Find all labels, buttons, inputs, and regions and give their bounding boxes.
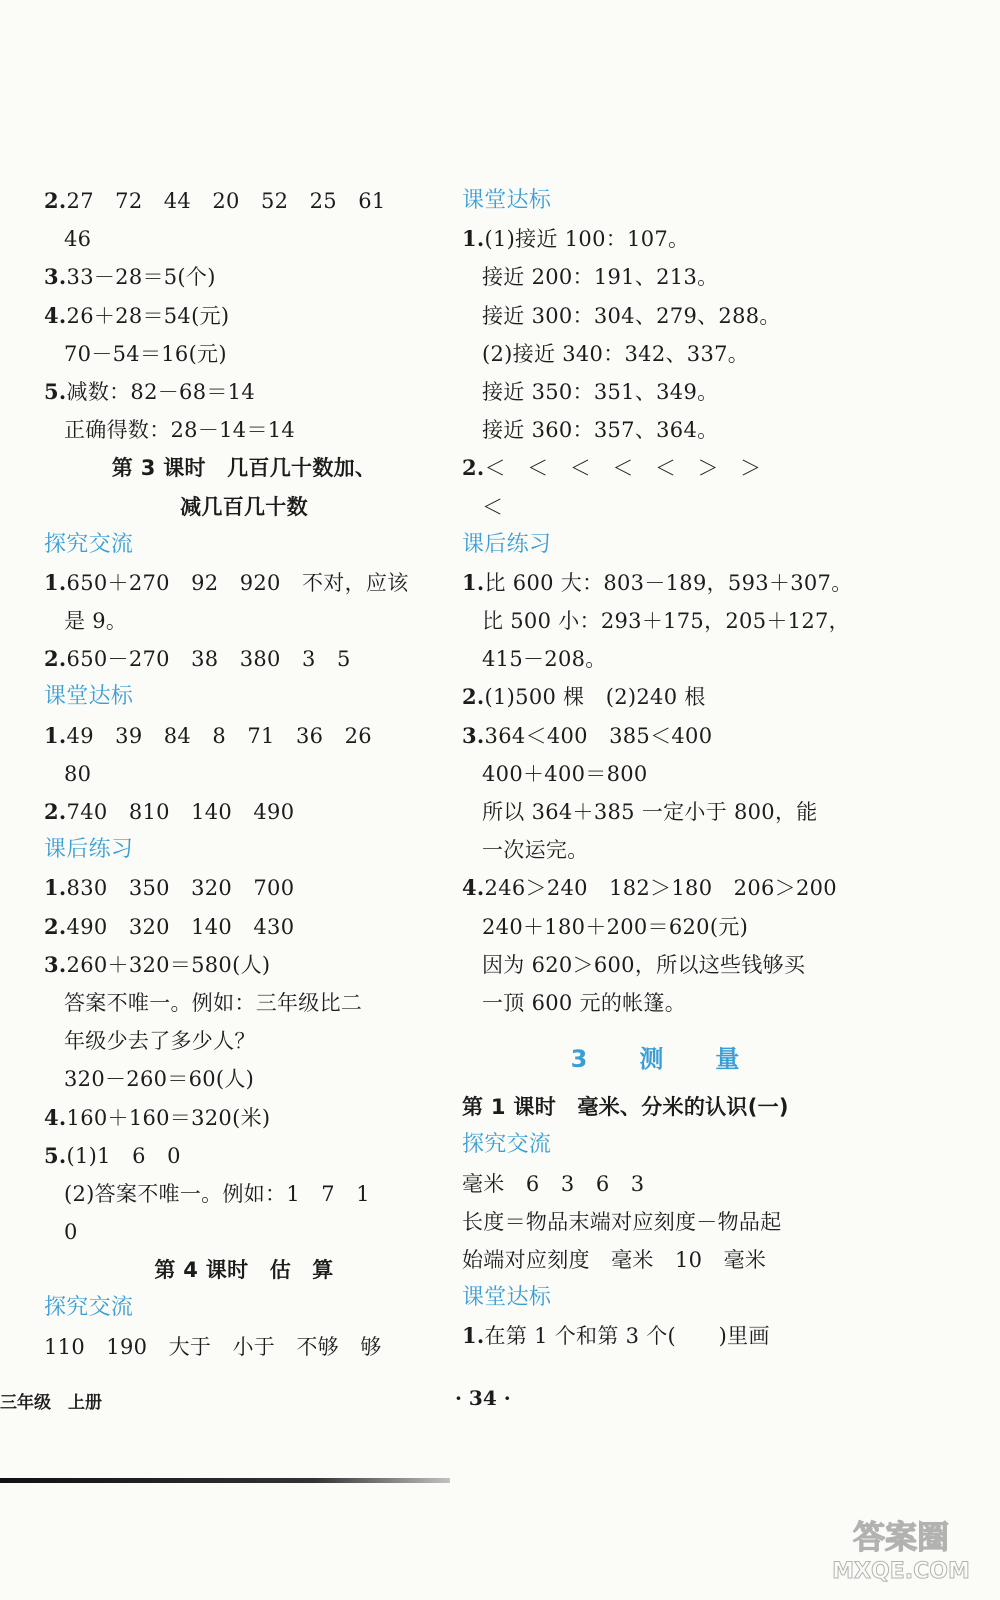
answer-line: [462, 908, 862, 946]
answer-line: [44, 946, 444, 984]
answer-line: [44, 1328, 444, 1366]
answer-text: 80: [64, 761, 92, 786]
section-heading: 课堂达标: [462, 1285, 552, 1311]
section-heading: 探究交流: [44, 531, 134, 557]
answer-text: 70－54＝16(元): [64, 341, 227, 366]
page-number: · 34 ·: [455, 1386, 511, 1410]
answer-line: [44, 1175, 444, 1213]
answer-text: 260＋320＝580(人): [66, 952, 271, 977]
section-heading: 探究交流: [44, 1295, 134, 1321]
question-number: 2.: [44, 646, 67, 672]
answer-text: 在第 1 个和第 3 个( )里画: [484, 1324, 770, 1349]
section-heading: 课后练习: [462, 531, 552, 557]
question-number: 3.: [462, 722, 485, 748]
answer-line: [462, 1241, 862, 1279]
left-column: [44, 182, 444, 1366]
lesson-title: 第 1 课时 毫米、分米的认识(一): [462, 1095, 789, 1120]
question-number: 1.: [462, 569, 485, 595]
answer-line: [44, 1022, 444, 1060]
question-number: 4.: [462, 875, 485, 901]
answer-text: 接近 300：304、279、288。: [482, 303, 781, 328]
answer-text: 415－208。: [482, 647, 607, 672]
answer-line: [462, 793, 862, 831]
question-number: 2.: [44, 913, 67, 939]
question-number: 2.: [462, 684, 485, 710]
answer-text: 接近 200：191、213。: [482, 265, 719, 290]
watermark-line2: MXQE.COM: [832, 1559, 970, 1584]
answer-text: 650－270 38 380 3 5: [66, 647, 351, 672]
question-number: 5.: [44, 378, 67, 404]
section-heading: 课后练习: [44, 837, 134, 863]
answer-line: [462, 640, 862, 678]
right-column: [462, 182, 862, 1355]
answer-text: 减数：82－68＝14: [66, 379, 255, 404]
answer-text: 正确得数：28－14＝14: [64, 418, 296, 443]
question-number: 1.: [462, 226, 485, 252]
answer-text: (1)500 棵 (2)240 根: [484, 685, 706, 710]
answer-text: 接近 350：351、349。: [482, 379, 719, 404]
answer-text: 33－28＝5(个): [66, 265, 216, 290]
answer-line: [44, 717, 444, 755]
answer-line: [44, 602, 444, 640]
answer-text: (2)答案不唯一。例如：1 7 1: [64, 1181, 370, 1206]
answer-text: 160＋160＝320(米): [66, 1105, 271, 1130]
section-heading: 课堂达标: [44, 684, 134, 710]
answer-line: [462, 602, 862, 640]
question-number: 1.: [44, 569, 67, 595]
answer-line: [44, 755, 444, 793]
answer-text: 46: [64, 227, 92, 252]
answer-line: [462, 449, 862, 487]
answer-line: [462, 220, 862, 258]
question-number: 5.: [44, 1142, 67, 1168]
watermark-line1: 答案圈: [852, 1518, 950, 1556]
answer-text: 27 72 44 20 52 25 61: [66, 189, 386, 213]
answer-line: [44, 1213, 444, 1251]
lesson-title: 第 4 课时 估 算: [154, 1258, 334, 1283]
answer-text: 246＞240 182＞180 206＞200: [484, 876, 837, 901]
answer-text: 110 190 大于 小于 不够 够: [44, 1334, 382, 1359]
answer-line: [44, 640, 444, 678]
answer-line: [462, 1203, 862, 1241]
answer-line: [44, 564, 444, 602]
answer-text: 比 500 小：293＋175，205＋127，: [482, 609, 850, 634]
answer-line: [462, 678, 862, 716]
answer-text: 比 600 大：803－189，593＋307。: [484, 570, 853, 595]
answer-text: (2)接近 340：342、337。: [482, 341, 750, 366]
answer-text: 830 350 320 700: [66, 876, 295, 901]
answer-line: [462, 755, 862, 793]
answer-line: [462, 564, 862, 602]
footer-grade-label: 三年级 上册: [0, 1393, 102, 1413]
unit-title: 3 测 量: [570, 1045, 754, 1074]
answer-text: (1)1 6 0: [66, 1143, 181, 1168]
question-number: 4.: [44, 1104, 67, 1130]
answer-line: [44, 984, 444, 1022]
lesson-title: 减几百几十数: [180, 494, 308, 519]
section-heading: 课堂达标: [462, 188, 552, 213]
answer-text: 0: [64, 1220, 78, 1245]
answer-text: 26＋28＝54(元): [66, 303, 230, 328]
question-number: 3.: [44, 951, 67, 977]
answer-text: 长度＝物品末端对应刻度－物品起: [462, 1209, 782, 1234]
answer-line: [44, 335, 444, 373]
answer-text: 所以 364＋385 一定小于 800，能: [482, 800, 818, 824]
answer-line: [44, 297, 444, 335]
answer-line: [462, 1165, 862, 1203]
answer-line: [44, 220, 444, 258]
answer-line: [44, 411, 444, 449]
answer-line: [44, 1137, 444, 1175]
question-number: 4.: [44, 302, 67, 328]
answer-text: ＜: [482, 494, 504, 519]
answer-line: [44, 1060, 444, 1098]
answer-text: 毫米 6 3 6 3: [462, 1171, 645, 1196]
question-number: 1.: [44, 722, 67, 748]
answer-text: 364＜400 385＜400: [484, 723, 713, 748]
answer-line: [462, 869, 862, 907]
answer-text: 因为 620＞600，所以这些钱够买: [482, 952, 806, 977]
answer-text: 490 320 140 430: [66, 914, 295, 939]
answer-text: 400＋400＝800: [482, 761, 648, 786]
answer-line: [462, 488, 862, 526]
lesson-title: 第 3 课时 几百几十数加、: [111, 456, 377, 481]
bottom-rule: [0, 1478, 450, 1483]
answer-line: [462, 717, 862, 755]
answer-text: 240＋180＋200＝620(元): [482, 914, 749, 939]
question-number: 2.: [44, 799, 67, 824]
question-number: 1.: [462, 1323, 485, 1349]
answer-line: [44, 869, 444, 907]
answer-text: 接近 360：357、364。: [482, 418, 719, 443]
section-heading: 探究交流: [462, 1132, 552, 1158]
question-number: 3.: [44, 264, 67, 290]
answer-text: 一次运完。: [482, 838, 589, 863]
answer-text: 740 810 140 490: [66, 800, 295, 824]
answer-line: [462, 831, 862, 869]
answer-line: [462, 411, 862, 449]
answer-text: 320－260＝60(人): [64, 1067, 255, 1092]
answer-line: [462, 946, 862, 984]
answer-text: 650＋270 92 920 不对，应该: [66, 570, 409, 595]
answer-line: [462, 297, 862, 335]
answer-text: ＜ ＜ ＜ ＜ ＜ ＞ ＞: [484, 456, 762, 481]
answer-text: 答案不唯一。例如：三年级比二: [64, 990, 363, 1015]
answer-line: [44, 258, 444, 296]
answer-text: 一顶 600 元的帐篷。: [482, 990, 687, 1015]
answer-line: [462, 984, 862, 1022]
question-number: 2.: [462, 455, 485, 481]
answer-line: [44, 1099, 444, 1137]
answer-text: 始端对应刻度 毫米 10 毫米: [462, 1247, 767, 1272]
question-number: 2.: [44, 188, 67, 213]
answer-line: [462, 1317, 862, 1355]
answer-line: [44, 908, 444, 946]
answer-text: 49 39 84 8 71 36 26: [66, 723, 372, 748]
answer-text: 是 9。: [64, 609, 128, 634]
answer-text: (1)接近 100：107。: [484, 227, 690, 252]
answer-line: [462, 258, 862, 296]
answer-text: 年级少去了多少人？: [64, 1029, 256, 1054]
answer-line: [44, 182, 444, 220]
question-number: 1.: [44, 875, 67, 901]
watermark-logo: [816, 1510, 986, 1586]
answer-line: [44, 793, 444, 831]
answer-line: [44, 373, 444, 411]
answer-line: [462, 373, 862, 411]
answer-line: [462, 335, 862, 373]
